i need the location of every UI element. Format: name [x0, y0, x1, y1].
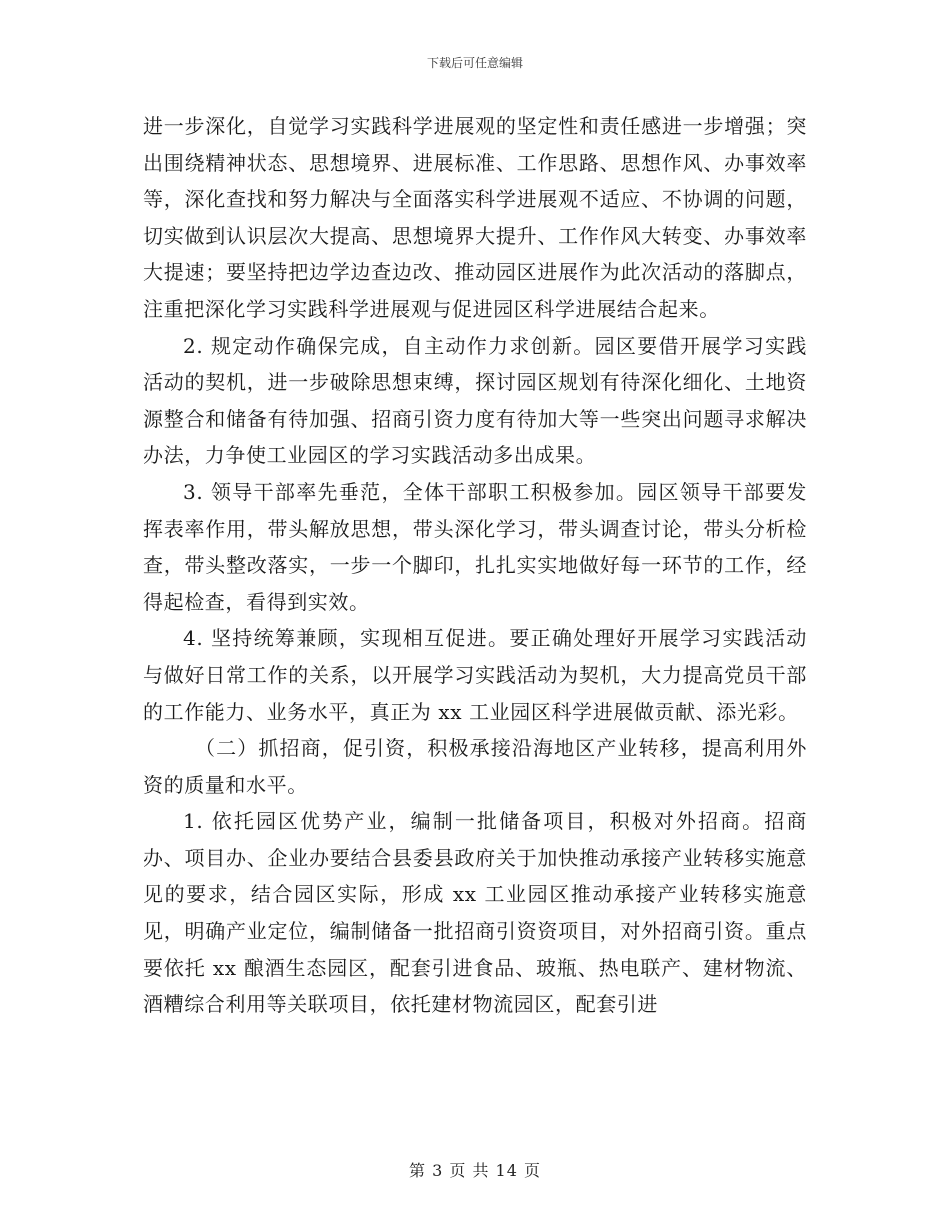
paragraph-item-2: 2. 规定动作确保完成，自主动作力求创新。园区要借开展学习实践活动的契机，进一步破除思想束缚，探讨园区规划有待深化细化、土地资源整合和储备有待加强、招商引资力度有待加大等一些突出问题寻求解决办法，力争使工业园区的学习实践活动多出成果。 — [143, 333, 807, 468]
paragraph-continuation: 进一步深化，自觉学习实践科学进展观的坚定性和责任感进一步增强；突出围绕精神状态、思想境界、进展标准、工作思路、思想作风、办事效率等，深化查找和努力解决与全面落实科学进展观不适应、不协调的问题，切实做到认识层次大提高、思想境界大提升、工作作风大转变、办事效率大提速；要坚持把边学边查边改、推动园区进展作为此次活动的落脚点，注重把深化学习实践科学进展观与促进园区科学进展结合起来。 — [143, 114, 807, 321]
paragraph-item-3: 3. 领导干部率先垂范，全体干部职工积极参加。园区领导干部要发挥表率作用，带头解放思想，带头深化学习，带头调查讨论，带头分析检查，带头整改落实，一步一个脚印，扎扎实实地做好每一环节的工作，经得起检查，看得到实效。 — [143, 479, 807, 614]
section-heading-2: （二）抓招商，促引资，积极承接沿海地区产业转移，提高利用外资的质量和水平。 — [143, 736, 807, 797]
paragraph-subitem-1: 1. 依托园区优势产业，编制一批储备项目，积极对外招商。招商办、项目办、企业办要结合县委县政府关于加快推动承接产业转移实施意见的要求，结合园区实际，形成 xx 工业园区推动承接产业转移实施意见，明确产业定位，编制储备一批招商引资资项目，对外招商引资。重点要依托 xx 酿酒生态园区，配套引进食品、玻瓶、热电联产、建材物流、酒糟综合利用等关联项目，依托建材物流园区，配套引进 — [143, 809, 807, 1017]
document-body — [143, 108, 807, 1023]
page-number: 第 3 页 共 14 页 — [409, 1161, 541, 1180]
paragraph-item-4: 4. 坚持统筹兼顾，实现相互促进。要正确处理好开展学习实践活动与做好日常工作的关系，以开展学习实践活动为契机，大力提高党员干部的工作能力、业务水平，真正为 xx 工业园区科学进展做贡献、添光彩。 — [143, 626, 807, 724]
page-header: 下载后可任意编辑 — [426, 56, 523, 70]
